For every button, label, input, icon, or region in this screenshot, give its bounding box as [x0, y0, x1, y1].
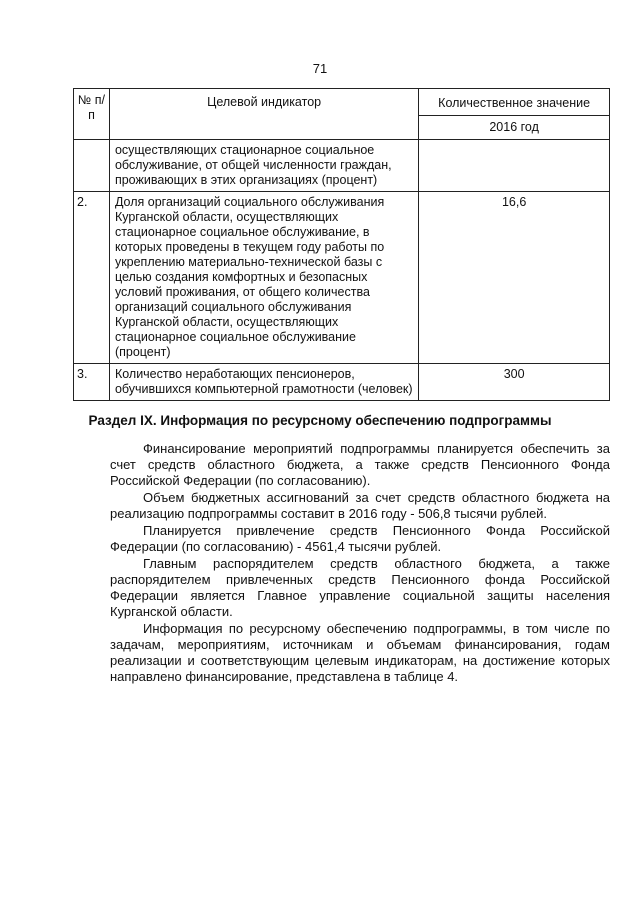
header-num: № п/п	[74, 89, 110, 140]
row-indicator: осуществляющих стационарное социальное обслуживание, от общей численности граждан, проживающих в этих организациях (процент)	[109, 140, 418, 192]
row-indicator: Количество неработающих пенсионеров, обучившихся компьютерной грамотности (человек)	[109, 364, 418, 401]
row-num: 3.	[74, 364, 110, 401]
header-indicator: Целевой индикатор	[109, 89, 418, 140]
row-num: 2.	[74, 192, 110, 364]
row-value: 300	[419, 364, 610, 401]
table-row	[74, 364, 610, 401]
header-value: Количественное значение	[419, 89, 610, 116]
body-text	[110, 441, 610, 686]
row-indicator: Доля организаций социального обслуживания Курганской области, осуществляющих стационарное социальное обслуживание, в которых проведены в текущем году работы по укреплению материально-технической базы с целью создания комфортных и безопасных условий проживания, от общего количества организаций социального обслуживания Курганской области, осуществляющих стационарное социальное обслуживание (процент)	[109, 192, 418, 364]
indicators-table	[73, 88, 610, 401]
page-number: 71	[312, 61, 328, 76]
paragraph: Информация по ресурсному обеспечению подпрограммы, в том числе по задачам, мероприятиям, источникам и объемам финансирования, годам реализации и соответствующим целевым индикаторам, на достижение которых направлено финансирование, представлена в таблице 4.	[110, 621, 610, 684]
row-value	[419, 140, 610, 192]
paragraph: Главным распорядителем средств областного бюджета, а также распорядителем привлеченных средств Пенсионного фонда Российской Федерации является Главное управление социальной защиты населения Курганской области.	[110, 556, 610, 619]
table-row	[74, 140, 610, 192]
section-title: Раздел IX. Информация по ресурсному обеспечению подпрограммы	[88, 413, 552, 428]
row-num	[74, 140, 110, 192]
paragraph: Планируется привлечение средств Пенсионного Фонда Российской Федерации (по согласованию) - 4561,4 тысячи рублей.	[110, 523, 610, 554]
paragraph: Финансирование мероприятий подпрограммы планируется обеспечить за счет средств областного бюджета, а также средств Пенсионного Фонда Российской Федерации (по согласованию).	[110, 441, 610, 488]
row-value: 16,6	[419, 192, 610, 364]
table-header-row	[74, 89, 610, 116]
header-year: 2016 год	[419, 116, 610, 140]
paragraph: Объем бюджетных ассигнований за счет средств областного бюджета на реализацию подпрограммы составит в 2016 году - 506,8 тысячи рублей.	[110, 490, 610, 521]
table-row	[74, 192, 610, 364]
